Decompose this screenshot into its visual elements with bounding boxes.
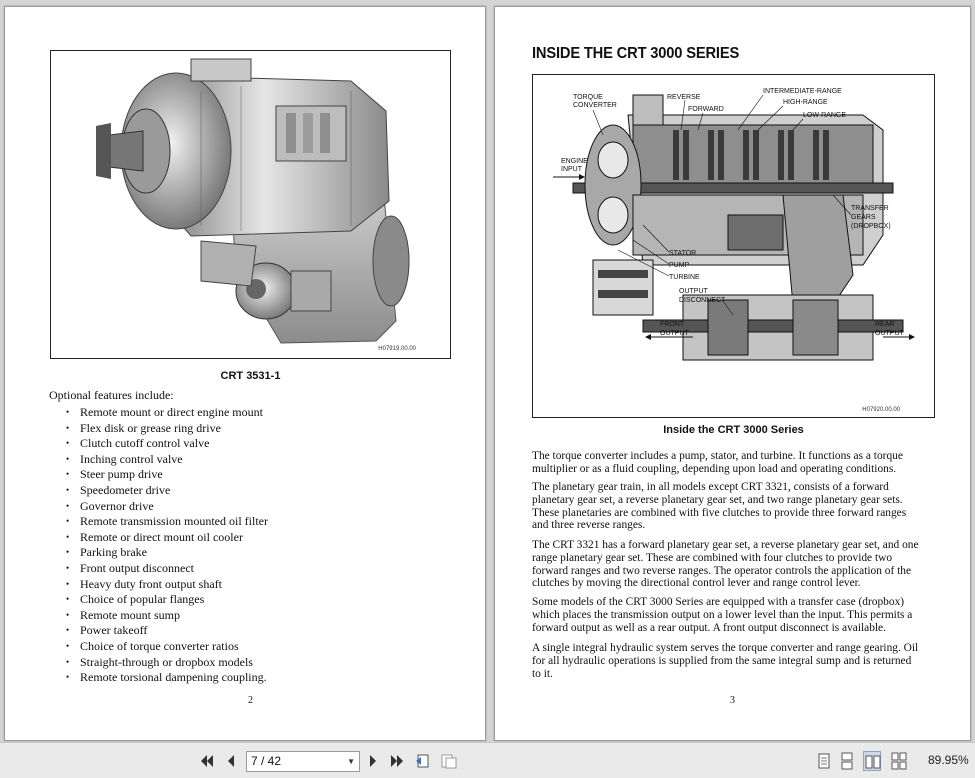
list-item: • Parking brake — [66, 545, 147, 560]
diagram-label-output-disconnect: OUTPUT — [679, 288, 708, 295]
cutaway-diagram-frame — [532, 74, 935, 418]
page-number-select[interactable]: 7 / 42 ▼ — [246, 751, 360, 772]
list-item: • Remote mount sump — [66, 607, 180, 622]
diagram-label-turbine: TURBINE — [669, 274, 700, 281]
chevron-down-icon: ▼ — [347, 757, 355, 766]
viewer-toolbar — [0, 742, 975, 778]
list-item: • Steer pump drive — [66, 467, 163, 482]
list-item: • Remote transmission mounted oil filter — [66, 514, 268, 529]
diagram-label-low-range: LOW-RANGE — [803, 112, 847, 119]
page-number: 3 — [730, 695, 735, 706]
diagram-label-engine-input: ENGINE — [561, 158, 588, 165]
list-item: • Remote torsional dampening coupling. — [66, 670, 267, 685]
diagram-label-forward: FORWARD — [688, 106, 724, 113]
paragraph: The planetary gear train, in all models except CRT 3321, consists of a forward planetary gear set, a reverse planetary gear set, and two range planetary gear sets. These planetaries are combined with five clutches to provide three forward ranges and three reverse ranges. — [532, 481, 907, 532]
list-item: • Inching control valve — [66, 451, 183, 466]
next-page-icon[interactable] — [364, 751, 382, 771]
list-item: • Speedometer drive — [66, 482, 171, 497]
paragraph: The torque converter includes a pump, stator, and turbine. It functions as a torque multiplier or as a fluid coupling, depending upon load and operating conditions. — [532, 450, 903, 475]
figure-code: H07920.00.00 — [862, 407, 900, 413]
page-number: 2 — [248, 695, 253, 706]
list-item: • Front output disconnect — [66, 560, 194, 575]
diagram-label-high-range: HIGH-RANGE — [783, 99, 828, 106]
diagram-label-front-output: FRONT — [660, 321, 685, 328]
list-item: • Choice of torque converter ratios — [66, 638, 239, 653]
diagram-label-front-output: OUTPUT — [660, 330, 689, 337]
diagram-label-stator: STATOR — [669, 250, 697, 257]
figure-code: H07919.00.00 — [378, 346, 416, 352]
diagram-label-torque-converter: CONVERTER — [573, 102, 617, 109]
diagram-label-output-disconnect: DISCONNECT — [679, 297, 726, 304]
list-item: • Power takeoff — [66, 623, 148, 638]
left-page — [4, 6, 486, 741]
features-intro: Optional features include: — [49, 388, 174, 402]
figure-caption: CRT 3531-1 — [220, 370, 281, 382]
diagram-label-transfer-gears: (DROPBOX) — [851, 223, 891, 230]
paragraph: Some models of the CRT 3000 Series are equipped with a transfer case (dropbox) which places the transmission output on a lower level than the input. This permits a forward output as well as a rear output. A front output disconnect is available. — [532, 596, 913, 634]
features-list — [65, 405, 268, 686]
go-forward-icon[interactable] — [440, 751, 458, 771]
list-item: • Governor drive — [66, 498, 154, 513]
list-item: • Heavy duty front output shaft — [66, 576, 222, 591]
transmission-photo-frame — [50, 50, 451, 359]
diagram-label-rear-output: REAR — [875, 321, 895, 328]
diagram-label-transfer-gears: GEARS — [851, 214, 876, 221]
two-page-icon[interactable] — [863, 751, 881, 771]
figure-caption: Inside the CRT 3000 Series — [663, 424, 804, 436]
diagram-label-pump: PUMP — [669, 262, 690, 269]
transmission-photo — [51, 51, 451, 359]
list-item: • Straight-through or dropbox models — [66, 654, 253, 669]
continuous-icon[interactable] — [838, 751, 856, 771]
zoom-level[interactable]: 89.95% — [928, 753, 969, 767]
two-page-continuous-icon[interactable] — [890, 751, 908, 771]
diagram-label-reverse: REVERSE — [667, 94, 701, 101]
diagram-label-transfer-gears: TRANSFER — [851, 205, 889, 212]
list-item: • Choice of popular flanges — [66, 592, 205, 607]
paragraph: A single integral hydraulic system serves the torque converter and range gearing. Oil for all hydraulic operations is supplied from the same integral sump and is returned to it. — [532, 642, 919, 680]
list-item: • Remote or direct mount oil cooler — [66, 529, 243, 544]
list-item: • Clutch cutoff control valve — [66, 436, 210, 451]
last-page-icon[interactable] — [388, 751, 406, 771]
paragraph: The CRT 3321 has a forward planetary gear set, a reverse planetary gear set, and one range planetary gear set. These are combined with four clutches to provide two forward ranges and two reverse ranges. The operator controls the application of the clutches by moving the directional control lever and range control lever. — [532, 539, 919, 590]
prev-page-icon[interactable] — [222, 751, 240, 771]
diagram-label-rear-output: OUTPUT — [875, 330, 904, 337]
go-back-icon[interactable] — [414, 751, 432, 771]
first-page-icon[interactable] — [198, 751, 216, 771]
diagram-label-torque-converter: TORQUE — [573, 94, 603, 101]
single-page-icon[interactable] — [815, 751, 833, 771]
right-page — [494, 6, 971, 741]
list-item: • Flex disk or grease ring drive — [66, 420, 221, 435]
page-heading: INSIDE THE CRT 3000 SERIES — [532, 45, 740, 62]
cutaway-diagram — [533, 75, 935, 418]
diagram-label-engine-input: INPUT — [561, 166, 582, 173]
list-item: • Remote mount or direct engine mount — [66, 405, 263, 419]
diagram-label-intermediate-range: INTERMEDIATE-RANGE — [763, 88, 842, 95]
